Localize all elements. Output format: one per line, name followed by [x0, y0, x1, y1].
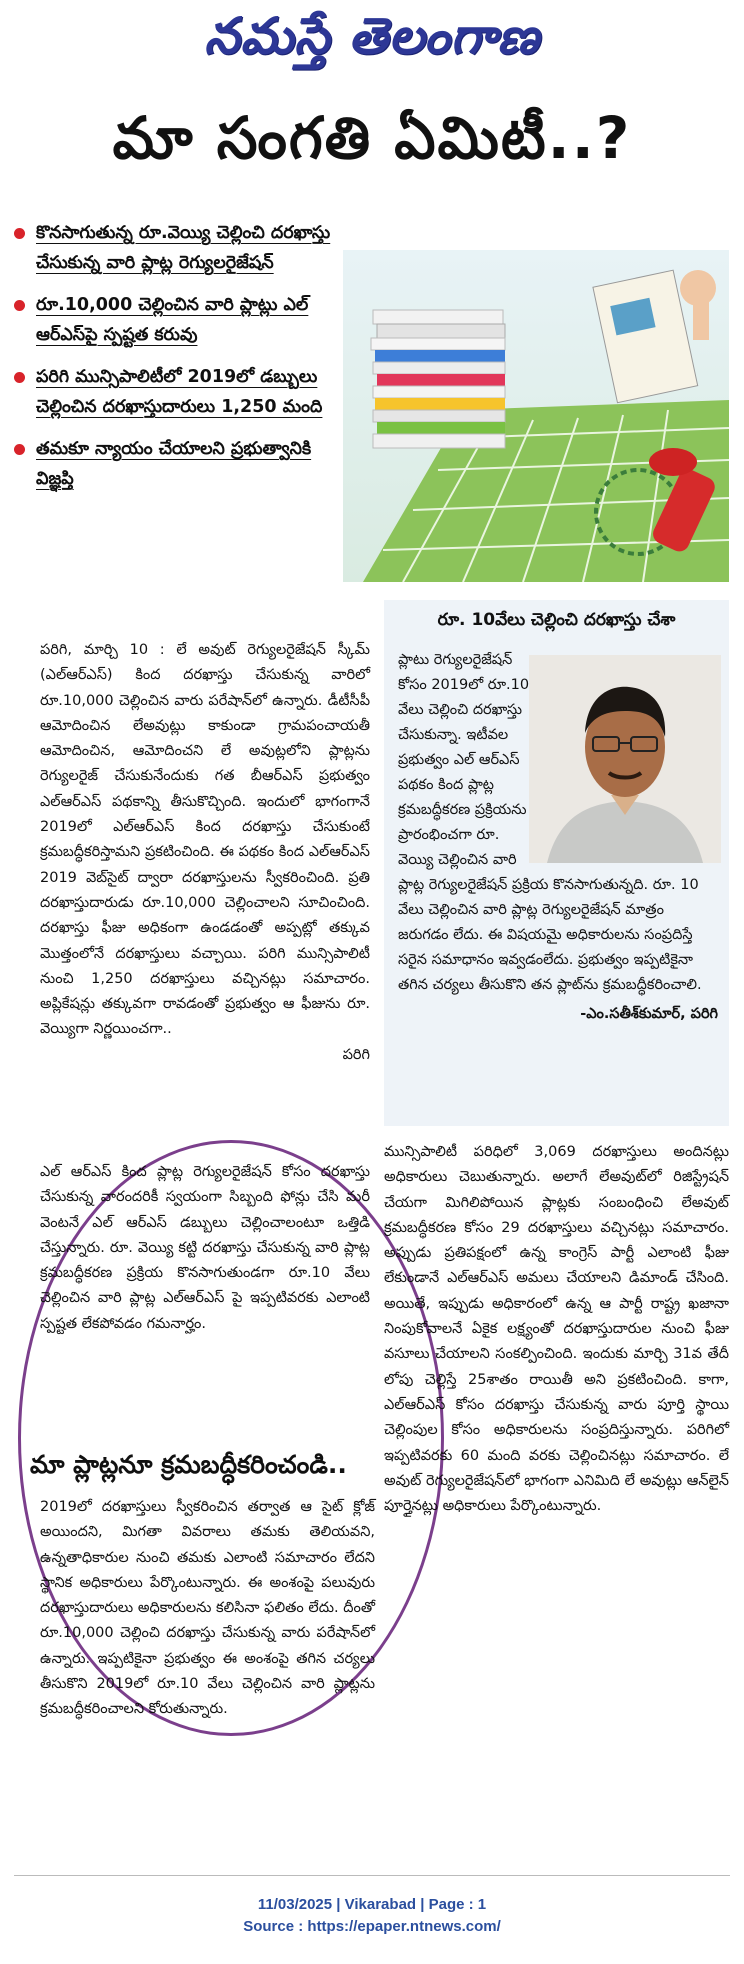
subheading: మా ప్లాట్లనూ క్రమబద్ధీకరించండి..: [30, 1450, 347, 1479]
masthead: నమస్తే తెలంగాణ: [204, 6, 540, 65]
quote-box-body: [398, 648, 718, 1027]
bullet-dot-icon: [14, 444, 25, 455]
article-continuation-text: ఎల్ ఆర్ఎస్ కింద ప్లాట్ల రెగ్యులరైజేషన్ కోసం దరఖాస్తు చేసుకున్న వారందరికీ స్వయంగా సిబ్బంది ఫోన్లు చేసి మరీ వెంటనే ఎల్ ఆర్ఎస్ డబ్బులు చెల్లించాలంటూ ఒత్తిడి చేస్తున్నారు. రూ. వెయ్యి కట్టి దరఖాస్తు చేసుకున్న వారి ప్లాట్ల క్రమబద్ధీకరణ ప్రక్రియ కొనసాగుతుండగా రూ.10 వేలు చెల్లించిన వారి ప్లాట్ల ఎల్ఆర్ఎస్ పై ఇప్పటివరకు ఎలాంటి స్పష్టత లేకపోవడం గమనార్హం.: [40, 1164, 370, 1332]
footer-source-link[interactable]: Source : https://epaper.ntnews.com/: [243, 1918, 501, 1935]
footer-divider: [14, 1875, 730, 1876]
article-illustration: [343, 250, 729, 582]
bullet-item: [14, 218, 339, 278]
footer-date-edition: 11/03/2025 | Vikarabad | Page : 1: [257, 1896, 487, 1913]
bullet-text: రూ.10,000 చెల్లించిన వారి ప్లాట్లు ఎల్ ఆర్ఎస్‌పై స్పష్టత కరువు: [36, 295, 309, 345]
bullet-item: [14, 290, 339, 350]
bullet-item: [14, 362, 339, 422]
quote-box-title: రూ. 10వేలు చెల్లించి దరఖాస్తు చేశా: [437, 610, 676, 630]
article-column-left: [40, 638, 370, 1068]
quote-signature: -ఎం.సతీశ్‌కుమార్, పరిగి: [580, 1006, 718, 1022]
bullet-dot-icon: [14, 300, 25, 311]
bullet-text: పరిగి మున్సిపాలిటీలో 2019లో డబ్బులు చెల్లించిన దరఖాస్తుదారులు 1,250 మంది: [36, 367, 323, 417]
files-and-layout-illustration-icon: [343, 250, 729, 582]
bullet-dot-icon: [14, 228, 25, 239]
subsection-text: 2019లో దరఖాస్తులు స్వీకరించిన తర్వాత ఆ సైట్ క్లోజ్ అయిందని, మిగతా వివరాలు తమకు తెలియవని, ఉన్నతాధికారుల నుంచి తమకు ఎలాంటి సమాచారం లేదని స్థానిక అధికారులు పేర్కొంటున్నారు. ఈ అంశంపై పలువురు దరఖాస్తుదారులు అధికారులను కలిసినా ఫలితం లేదు. దీంతో రూ.10,000 చెల్లించి దరఖాస్తు చేసుకున్న వారు పరేషాన్‌లో ఉన్నారు. ఇప్పటికైనా ప్రభుత్వం ఈ అంశంపై తగిన చర్యలు తీసుకొని 2019లో రూ.10 వేలు చెల్లించిన వారి ప్లాట్లను క్రమబద్ధీకరించాలని కోరుతున్నారు.: [40, 1499, 375, 1718]
bullet-text: తమకూ న్యాయం చేయాలని ప్రభుత్వానికి విజ్ఞప్తి: [36, 439, 312, 489]
bullet-text: కొనసాగుతున్న రూ.వెయ్యి చెల్లించి దరఖాస్తు చేసుకున్న వారి ప్లాట్ల రెగ్యులరైజేషన్: [36, 223, 331, 273]
dateline-place: పరిగి: [342, 1046, 370, 1063]
headline: మా సంగతి ఏమిటీ..?: [112, 103, 632, 172]
summary-bullets: [14, 218, 339, 506]
quote-text: ప్లాటు రెగ్యులరైజేషన్ కోసం 2019లో రూ.10 వేలు చెల్లించి దరఖాస్తు చేసుకున్నా. ఇటీవల ప్రభుత్వం ఎల్ ఆర్ఎస్ పథకం కింద ప్లాట్ల క్రమబద్ధీకరణ ప్రక్రియను ప్రారంభించగా రూ. వెయ్యి చెల్లించిన వారి ప్లాట్ల రెగ్యులరైజేషన్ ప్రక్రియ కొనసాగుతున్నది. రూ. 10 వేలు చెల్లించిన వారి ప్లాట్ల రెగ్యులరైజేషన్ మాత్రం జరుగడం లేదు. ఈ విషయమై అధికారులను సంప్రదిస్తే సరైన సమాధానం ఇవ్వడంలేదు. ప్రభుత్వం ఇప్పటికైనా తగిన చర్యలు తీసుకొని తన ప్లాట్‌ను క్రమబద్ధీకరించాలి.: [398, 652, 702, 993]
bullet-dot-icon: [14, 372, 25, 383]
quote-box: [384, 600, 729, 1126]
bullet-item: [14, 434, 339, 494]
article-column-right: మున్సిపాలిటీ పరిధిలో 3,069 దరఖాస్తులు అందినట్లు అధికారులు చెబుతున్నారు. అలాగే లేఅవుట్‌లో రిజిస్ట్రేషన్ చేయగా మిగిలిపోయిన ప్లాట్లకు సంబంధించి లేఅవుట్ క్రమబద్ధీకరణ కోసం 29 దరఖాస్తులు వచ్చినట్లు సమాచారం. అప్పుడు ప్రతిపక్షంలో ఉన్న కాంగ్రెస్ పార్టీ ఎలాంటి ఫీజు లేకుండానే ఎల్ఆర్ఎస్ అమలు చేయాలని డిమాండ్ చేసింది. అయితే, ఇప్పుడు అధికారంలో ఉన్న ఆ పార్టీ రాష్ట్ర ఖజానా నింపుకోవాలనే ఏకైక లక్ష్యంతో దరఖాస్తుదారుల నుంచి ఫీజు వసూలు చేయాలని సంకల్పించింది. ఇందుకు మార్చి 31వ తేదీ లోపు చెల్లిస్తే 25శాతం రాయితీ అని ప్రకటించింది. కాగా, ఎల్ఆర్ఎస్ కోసం దరఖాస్తు చేసుకున్న వారు పూర్తి స్థాయి చెల్లింపుల కోసం అధికారులను సంప్రదిస్తున్నారు. పరిగిలో ఇప్పటివరకు 60 మంది వరకు చెల్లించినట్లు సమాచారం. లే అవుట్ రెగ్యులరైజేషన్‌లో భాగంగా ఎనిమిది లే అవుట్లు ఆన్‌లైన్ పూర్తైనట్లు అధికారులు పేర్కొంటున్నారు.: [384, 1144, 729, 1515]
article-lead-text: పరిగి, మార్చి 10 : లే అవుట్ రెగ్యులరైజేషన్ స్కీమ్ (ఎల్ఆర్ఎస్) కింద దరఖాస్తు చేసుకున్న వారిలో రూ.10,000 చెల్లించిన వారు పరేషాన్‌లో ఉన్నారు. డీటీసీపీ ఆమోదించిన లేఅవుట్లు కాకుండా గ్రామపంచాయతీ ఆమోదించిన, ఆమోదించని లే అవుట్లలోని ప్లాట్లను రెగ్యులరైజ్ చేసుకునేందుకు గత బీఆర్ఎస్ ప్రభుత్వం ఎల్ఆర్ఎస్ పథకాన్ని తీసుకొచ్చింది. ఇందులో భాగంగానే 2019లో ఎల్ఆర్ఎస్ కింద దరఖాస్తు చేసుకుంటే క్రమబద్ధీకరిస్తామని ప్రకటించింది. ఈ పథకం కింద ఎల్ఆర్ఎస్ 2019 వెబ్‌సైట్ ద్వారా దరఖాస్తులను స్వీకరించింది. ప్రతి దరఖాస్తుదారుడు రూ.10,000 చెల్లించాలని సూచించింది. దరఖాస్తు ఫీజు అధికంగా ఉండడంతో అప్పట్లో తక్కువ మొత్తంలోనే దరఖాస్తులు వచ్చాయి. పరిగి మున్సిపాలిటీ నుంచి 1,250 దరఖాస్తులు వచ్చినట్లు సమాచారం. అప్లికేషన్లు తక్కువగా రావడంతో ప్రభుత్వం ఆ ఫీజును రూ. వెయ్యిగా నిర్ణయించగా..: [40, 642, 370, 1038]
